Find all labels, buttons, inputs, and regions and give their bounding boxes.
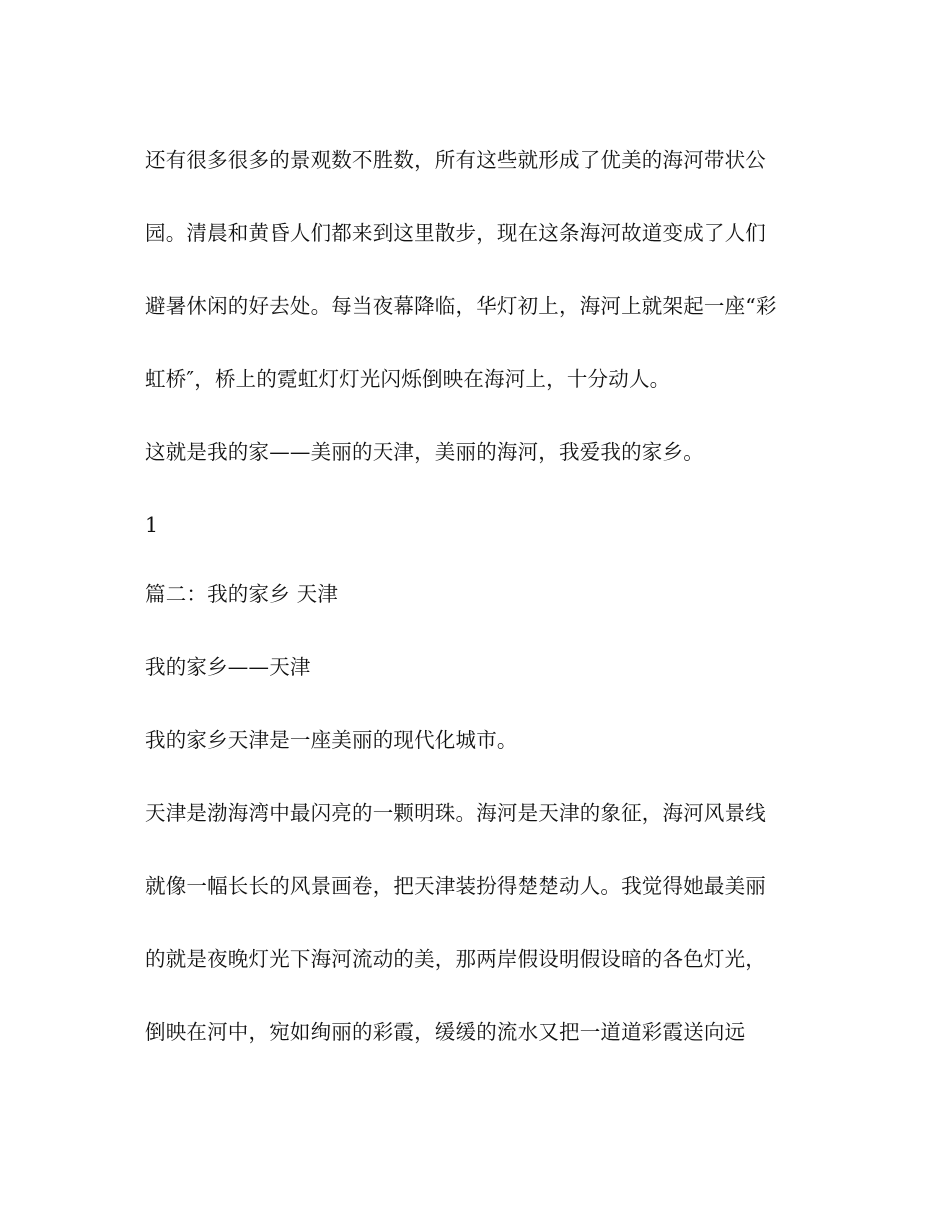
paragraph-line: 园。清晨和黄昏人们都来到这里散步，现在这条海河故道变成了人们	[145, 221, 766, 245]
article-title: 我的家乡——天津	[145, 655, 311, 679]
paragraph-line: 我的家乡天津是一座美丽的现代化城市。	[145, 728, 518, 752]
section-title: 篇二：我的家乡 天津	[145, 582, 339, 606]
paragraph-line: 这就是我的家——美丽的天津，美丽的海河，我爱我的家乡。	[145, 440, 704, 464]
paragraph-line: 倒映在河中，宛如绚丽的彩霞，缓缓的流水又把一道道彩霞送向远	[145, 1020, 746, 1044]
paragraph-line: 就像一幅长长的风景画卷，把天津装扮得楚楚动人。我觉得她最美丽	[145, 874, 766, 898]
paragraph-line: 还有很多很多的景观数不胜数，所有这些就形成了优美的海河带状公	[145, 148, 766, 172]
paragraph-line: 天津是渤海湾中最闪亮的一颗明珠。海河是天津的象征，海河风景线	[145, 801, 766, 825]
paragraph-line: 避暑休闲的好去处。每当夜幕降临，华灯初上，海河上就架起一座“彩	[145, 294, 777, 318]
paragraph-line: 的就是夜晚灯光下海河流动的美，那两岸假设明假设暗的各色灯光，	[145, 947, 766, 971]
page-number: 1	[145, 513, 159, 537]
paragraph-line: 虹桥″，桥上的霓虹灯灯光闪烁倒映在海河上，十分动人。	[145, 367, 671, 391]
